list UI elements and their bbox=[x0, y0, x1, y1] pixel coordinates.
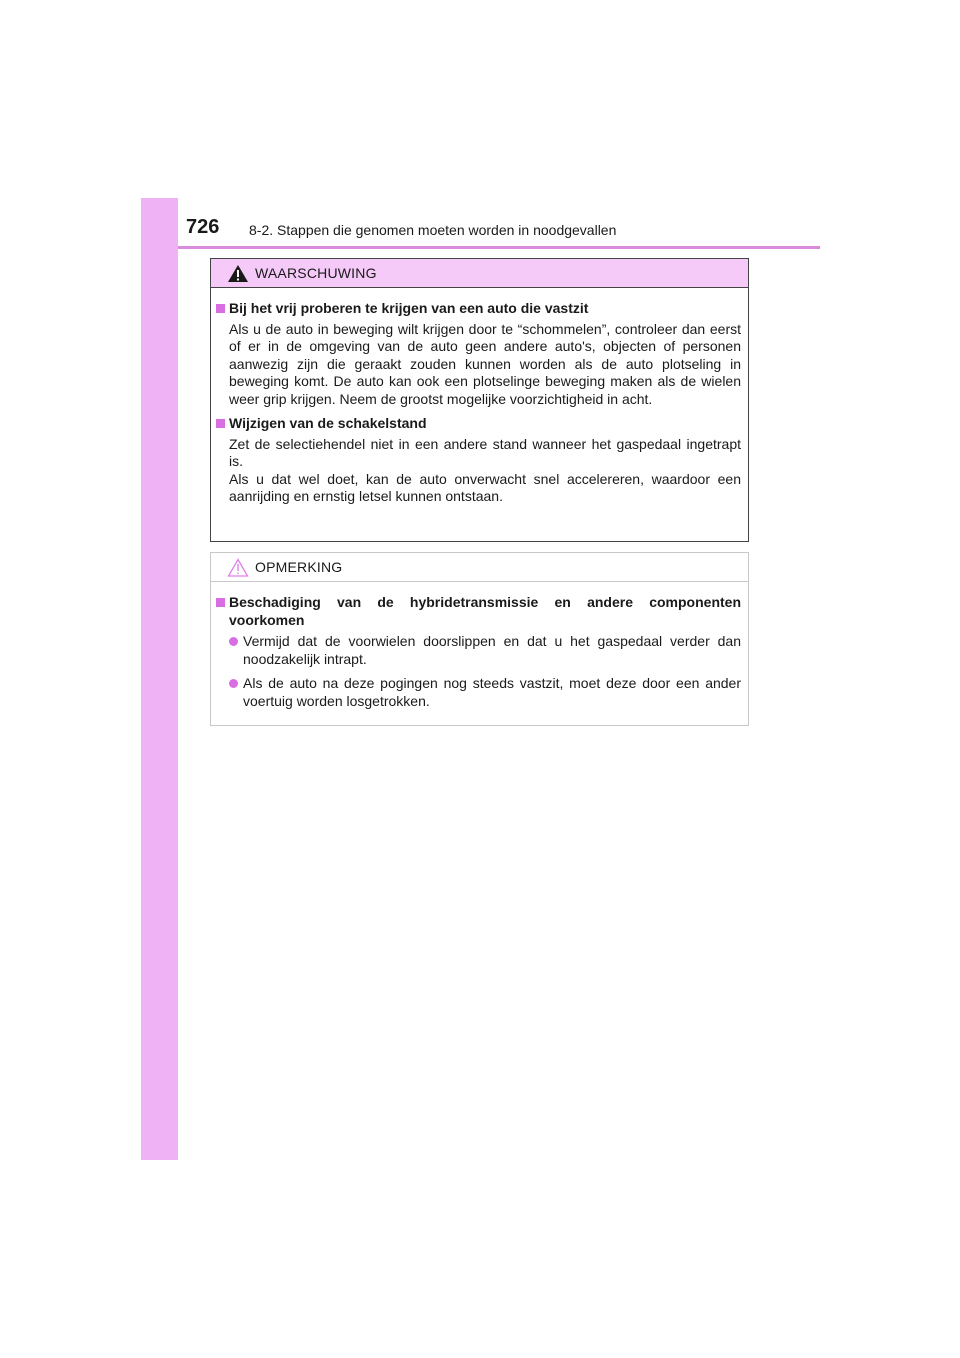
warning-box bbox=[210, 258, 749, 542]
warning-item-text: Zet de selectiehendel niet in een andere stand wanneer het gaspedaal ingetrapt is. bbox=[229, 435, 741, 469]
warning-header bbox=[211, 259, 748, 288]
notice-label: OPMERKING bbox=[255, 559, 343, 575]
notice-triangle-outline-icon bbox=[227, 558, 249, 577]
warning-label: WAARSCHUWING bbox=[255, 265, 377, 281]
section-title: 8-2. Stappen die genomen moeten worden in noodgevallen bbox=[249, 222, 617, 238]
warning-item-title: Bij het vrij proberen te krijgen van een auto die vastzit bbox=[216, 300, 741, 318]
notice-body bbox=[211, 582, 748, 710]
square-bullet-icon bbox=[216, 598, 225, 607]
round-bullet-icon bbox=[229, 679, 238, 688]
notice-bullet: Vermijd dat de voorwielen doorslippen en dat u het gaspedaal verder dan noodzakelijk intrapt. bbox=[216, 633, 741, 668]
warning-triangle-filled-icon bbox=[227, 264, 249, 283]
warning-item-text: Als u dat wel doet, kan de auto onverwacht snel accelereren, waardoor een aanrijding en ernstig letsel kunnen ontstaan. bbox=[229, 470, 741, 504]
round-bullet-icon bbox=[229, 637, 238, 646]
square-bullet-icon bbox=[216, 419, 225, 428]
warning-item-title: Wijzigen van de schakelstand bbox=[216, 415, 741, 433]
warning-body bbox=[211, 288, 748, 506]
page-number: 726 bbox=[186, 216, 220, 238]
notice-bullet: Als de auto na deze pogingen nog steeds vastzit, moet deze door een ander voertuig worden losgetrokken. bbox=[216, 675, 741, 710]
square-bullet-icon bbox=[216, 304, 225, 313]
notice-item-title: Beschadiging van de hybridetransmissie en andere componenten voorkomen bbox=[216, 594, 741, 629]
side-tab-band bbox=[141, 198, 178, 1160]
page-header bbox=[178, 212, 820, 249]
warning-item-text: Als u de auto in beweging wilt krijgen door te “schommelen”, controleer dan eerst of er in de omgeving van de auto geen andere auto's, objecten of personen aanwezig zijn die geraakt zouden kunnen worden als de auto plotseling in beweging komt. De auto kan ook een plotselinge beweging maken als de wielen weer grip krijgen. Neem de grootst mogelijke voorzichtigheid in acht. bbox=[229, 320, 741, 407]
notice-box bbox=[210, 552, 749, 726]
notice-header bbox=[211, 553, 748, 582]
